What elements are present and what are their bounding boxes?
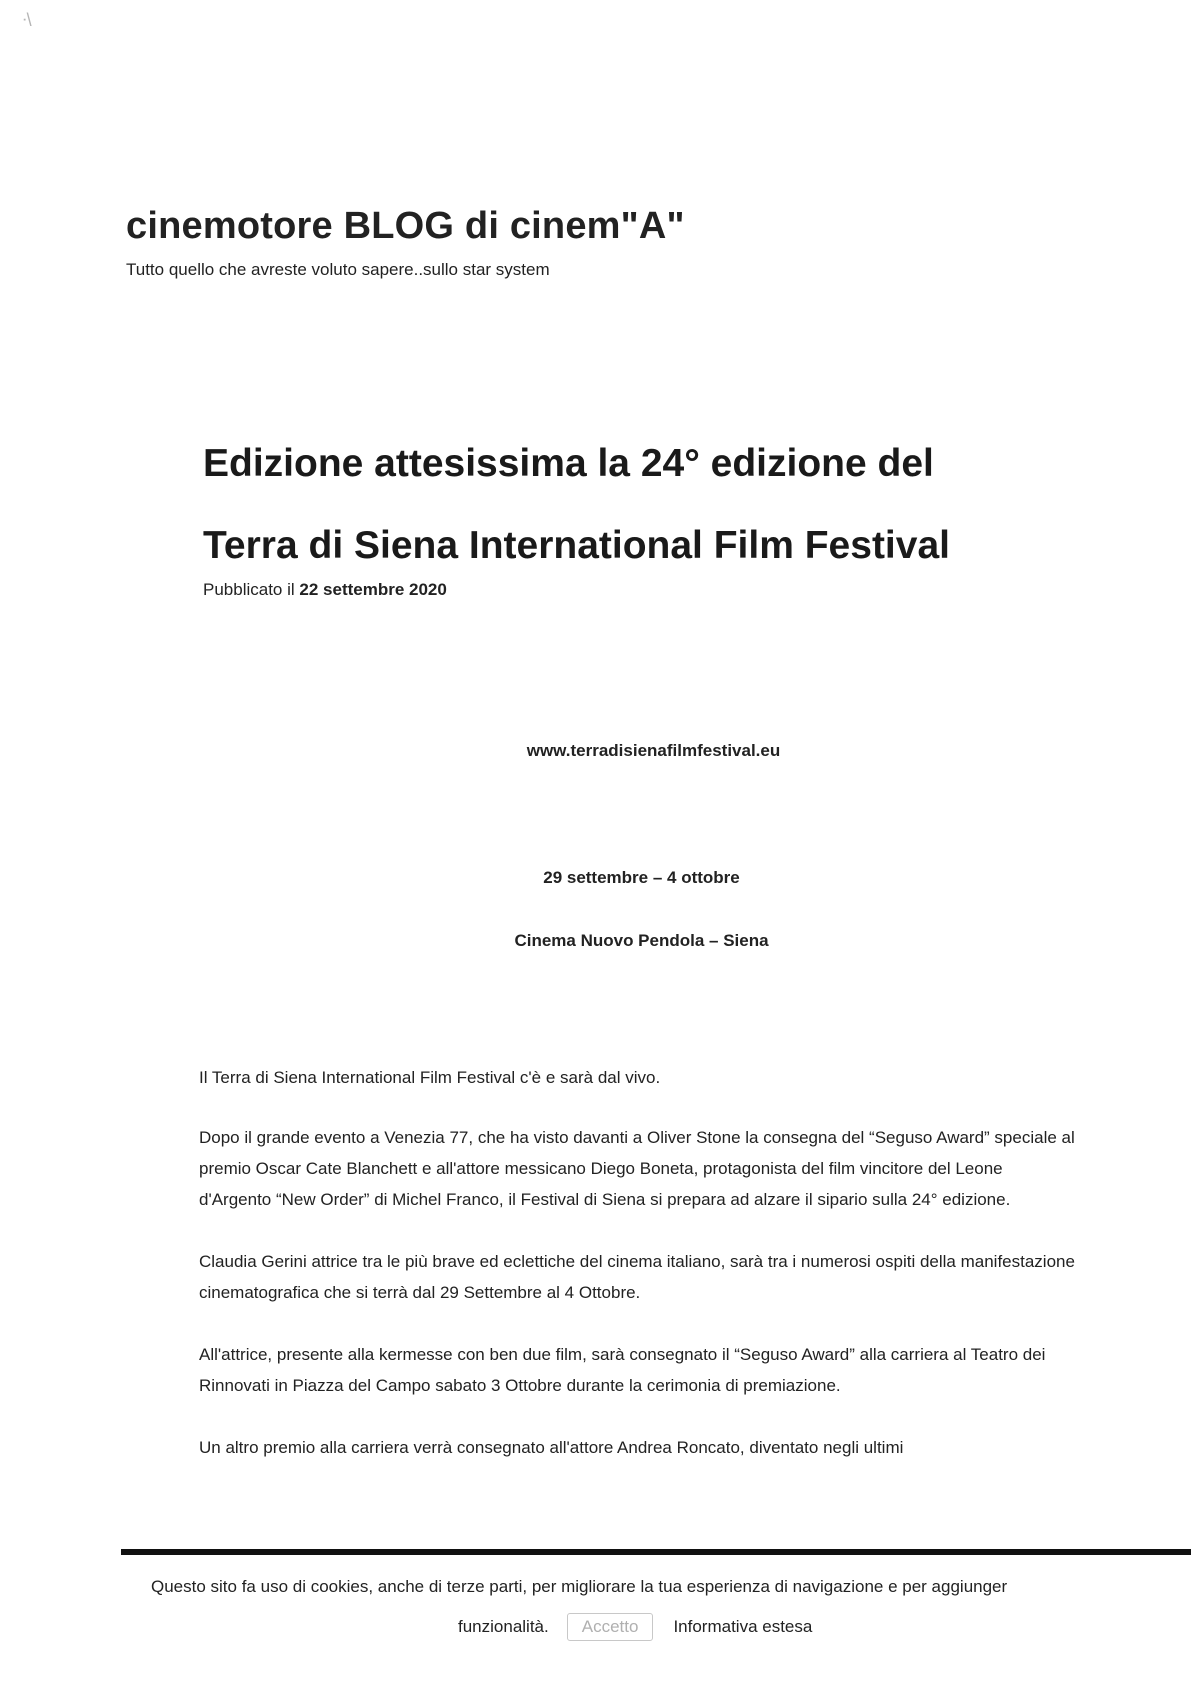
site-title[interactable]: cinemotore BLOG di cinem"A" [126,205,685,247]
accept-cookies-button[interactable]: Accetto [567,1613,654,1641]
article-title-line1: Edizione attesissima la 24° edizione del [203,442,934,485]
article-paragraph: Un altro premio alla carriera verrà consegnato all'attore Andrea Roncato, diventato negli ultimi [199,1438,904,1457]
article-paragraph: Claudia Gerini attrice tra le più brave ed eclettiche del cinema italiano, sarà tra i numerosi ospiti della manifestazione cinematografica che si terrà dal 29 Settembre al 4 Ottobre. [199,1252,1075,1302]
article-paragraph: Dopo il grande evento a Venezia 77, che ha visto davanti a Oliver Stone la consegna del “Seguso Award” speciale al premio Oscar Cate Blanchett e all'attore messicano Diego Boneta, protagonista del film vincitore del Leone d'Argento “New Order” di Michel Franco, il Festival di Siena si prepara ad alzare il sipario sulla 24° edizione. [199,1128,1075,1209]
cookie-message-end: funzionalità. [458,1617,549,1636]
published-prefix: Pubblicato il [203,580,295,599]
cookie-banner [121,1549,1191,1691]
festival-dates: 29 settembre – 4 ottobre [543,868,740,887]
site-tagline: Tutto quello che avreste voluto sapere..sullo star system [126,260,550,279]
article-paragraph: All'attrice, presente alla kermesse con ben due film, sarà consegnato il “Seguso Award” alla carriera al Teatro dei Rinnovati in Piazza del Campo sabato 3 Ottobre durante la cerimonia di premiazione. [199,1345,1046,1395]
article-title [203,423,1103,587]
festival-website-link[interactable]: www.terradisienafilmfestival.eu [526,741,781,760]
article-body [199,1062,1079,1494]
article-title-line2: Terra di Siena International Film Festival [203,524,950,567]
article-paragraph: Il Terra di Siena International Film Festival c'è e sarà dal vivo. [199,1068,661,1087]
festival-venue: Cinema Nuovo Pendola – Siena [514,931,769,950]
cookie-policy-link[interactable]: Informativa estesa [673,1617,813,1636]
cookie-message: Questo sito fa uso di cookies, anche di terze parti, per migliorare la tua esperienza di navigazione e per aggiunger [151,1577,1008,1596]
site-header [126,205,926,280]
cookie-actions [458,1613,812,1641]
published-line [203,580,447,600]
scan-artifact: ᐧ\ [22,10,32,30]
published-date: 22 settembre 2020 [299,580,447,599]
